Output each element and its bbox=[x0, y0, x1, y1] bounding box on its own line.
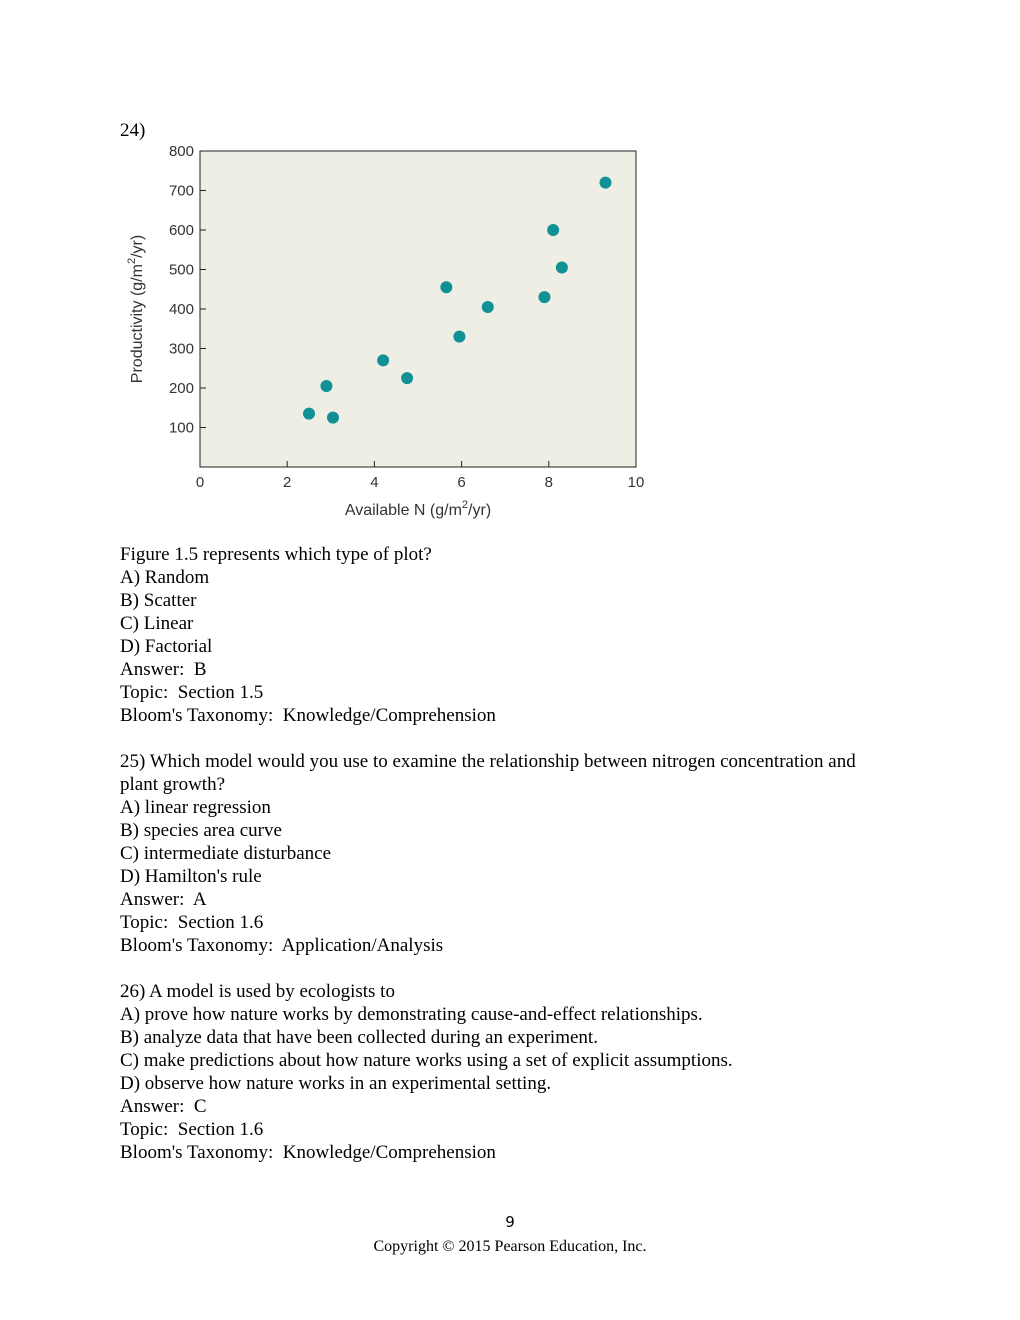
copyright-notice: Copyright © 2015 Pearson Education, Inc. bbox=[373, 1238, 647, 1255]
question-26-stem: 26) A model is used by ecologists to bbox=[120, 981, 395, 1002]
x-tick-label: 8 bbox=[544, 474, 553, 491]
question-25-text bbox=[120, 750, 920, 957]
y-tick-label: 300 bbox=[168, 340, 194, 358]
option-d: D) Factorial bbox=[120, 636, 213, 657]
data-point bbox=[303, 408, 315, 420]
data-point bbox=[320, 380, 332, 392]
data-point bbox=[599, 177, 611, 189]
y-tick-label: 100 bbox=[168, 419, 194, 437]
data-point bbox=[440, 281, 452, 293]
y-tick-label: 700 bbox=[168, 182, 194, 200]
data-point bbox=[377, 354, 389, 366]
topic: Topic: Section 1.6 bbox=[120, 1119, 264, 1140]
blooms-taxonomy: Bloom's Taxonomy: Application/Analysis bbox=[120, 935, 444, 956]
option-b: B) analyze data that have been collected during an experiment. bbox=[120, 1027, 598, 1048]
data-point bbox=[556, 262, 568, 274]
question-24-text bbox=[120, 543, 920, 727]
y-tick-label: 400 bbox=[168, 301, 194, 318]
data-point bbox=[482, 301, 494, 313]
y-tick-label: 500 bbox=[168, 261, 194, 279]
option-c: C) Linear bbox=[120, 613, 194, 634]
answer: Answer: B bbox=[120, 659, 207, 680]
data-point bbox=[453, 331, 465, 343]
x-tick-label: 2 bbox=[283, 474, 292, 491]
blooms-taxonomy: Bloom's Taxonomy: Knowledge/Comprehension bbox=[120, 705, 496, 726]
option-b: B) Scatter bbox=[120, 590, 197, 611]
answer: Answer: A bbox=[120, 889, 207, 910]
option-c: C) make predictions about how nature works using a set of explicit assumptions. bbox=[120, 1050, 733, 1071]
y-tick-label: 800 bbox=[168, 143, 194, 160]
data-point bbox=[401, 372, 413, 384]
option-a: A) linear regression bbox=[120, 797, 271, 818]
topic: Topic: Section 1.5 bbox=[120, 682, 264, 703]
x-tick-label: 4 bbox=[370, 474, 379, 491]
x-tick-label: 10 bbox=[627, 474, 645, 491]
y-tick-label: 200 bbox=[168, 380, 194, 397]
answer: Answer: C bbox=[120, 1096, 207, 1117]
y-axis-label: Productivity $(g/m^2/yr)$ bbox=[126, 234, 146, 384]
data-point bbox=[538, 291, 550, 303]
page-number: 9 bbox=[505, 1213, 515, 1231]
y-tick-label: 600 bbox=[168, 222, 194, 239]
question-26-text bbox=[120, 980, 920, 1164]
blooms-taxonomy: Bloom's Taxonomy: Knowledge/Comprehension bbox=[120, 1142, 496, 1163]
x-axis-label: Available N $(g/m^2/yr)$ bbox=[344, 499, 492, 519]
topic: Topic: Section 1.6 bbox=[120, 912, 264, 933]
x-tick-label: 0 bbox=[195, 474, 205, 491]
question-number: 24) bbox=[120, 120, 146, 141]
option-d: D) Hamilton's rule bbox=[120, 866, 262, 887]
chart-svg bbox=[110, 135, 670, 530]
data-point bbox=[327, 412, 339, 424]
option-d: D) observe how nature works in an experimental setting. bbox=[120, 1073, 552, 1094]
option-a: A) Random bbox=[120, 567, 210, 588]
option-c: C) intermediate disturbance bbox=[120, 843, 332, 864]
question-25-stem: 25) Which model would you use to examine the relationship between nitrogen concentration and bbox=[120, 751, 856, 772]
data-point bbox=[547, 224, 559, 236]
x-tick-label: 6 bbox=[457, 474, 466, 491]
question-25-stem-continued: plant growth? bbox=[120, 774, 226, 795]
option-b: B) species area curve bbox=[120, 820, 282, 841]
scatter-chart bbox=[110, 135, 670, 530]
option-a: A) prove how nature works by demonstrating cause-and-effect relationships. bbox=[120, 1004, 703, 1025]
plot-area bbox=[200, 151, 636, 467]
question-24-stem: Figure 1.5 represents which type of plot? bbox=[120, 544, 432, 565]
